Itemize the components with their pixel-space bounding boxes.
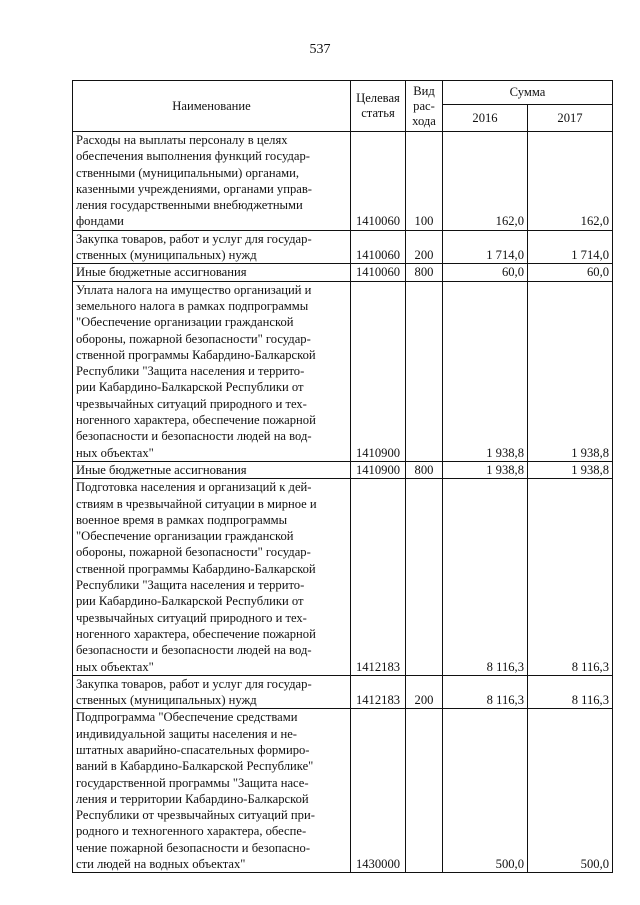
table-row [73,281,613,461]
row-article: 1410060 [351,132,406,231]
row-sum-2017: 1 938,8 [528,281,613,461]
header-article-line: Целевая [356,91,400,105]
row-name-line: безопасности и безопасности людей на вод- [76,643,312,658]
row-name-line: обороны, пожарной безопасности" государ- [76,545,311,560]
row-type: 100 [406,132,443,231]
header-article-line: статья [361,106,395,120]
header-sum: Сумма [443,81,613,105]
row-name-line: ственных (муниципальных) нужд [76,693,257,708]
table-row [73,230,613,264]
row-name-line: "Обеспечение организации гражданской [76,315,294,330]
table-row [73,479,613,676]
row-name-line: ления государственными внебюджетными [76,198,303,213]
row-article: 1410060 [351,264,406,281]
row-name-line: ственной программы Кабардино-Балкарской [76,561,316,576]
row-name-line: сти людей на водных объектах" [76,857,246,872]
row-sum-2017: 8 116,3 [528,675,613,709]
row-name-line: ствиям в чрезвычайной ситуации в мирное и [76,496,317,511]
page-number: 537 [309,42,331,57]
row-name-line: государственной программы "Защита насе- [76,775,309,790]
table-row [73,709,613,873]
row-name-line: родного и техногенного характера, обеспе- [76,824,307,839]
row-name-line: Уплата налога на имущество организаций и [76,282,312,297]
row-name-line: ногенного характера, обеспечение пожарной [76,626,316,641]
row-name-line: безопасности и безопасности людей на вод- [76,429,312,444]
row-name-line: ногенного характера, обеспечение пожарной [76,413,316,428]
table-body [73,132,613,873]
row-name-line: ственных (муниципальных) нужд [76,248,257,263]
header-type-line: рас- [413,98,435,113]
header-type [406,81,443,132]
row-article: 1412183 [351,479,406,676]
row-sum-2017: 60,0 [528,264,613,281]
row-sum-2016: 1 714,0 [443,230,528,264]
row-sum-2016: 500,0 [443,709,528,873]
row-name-line: ления и территории Кабардино-Балкарской [76,791,309,806]
row-name-line: штатных аварийно-спасательных формиро- [76,742,310,757]
row-name [73,281,351,461]
row-name-line: чение пожарной безопасности и безопасно- [76,840,311,855]
row-sum-2016: 8 116,3 [443,479,528,676]
row-type [406,709,443,873]
row-name-line: казенными учреждениями, органами управ- [76,181,312,196]
table-row [73,132,613,231]
header-year-2016: 2016 [443,105,528,132]
row-name-line: обеспечения выполнения функций государ- [76,149,310,164]
row-name [73,264,351,281]
row-name-line: "Обеспечение организации гражданской [76,529,294,544]
row-sum-2016: 60,0 [443,264,528,281]
row-name-line: обороны, пожарной безопасности" государ- [76,331,311,346]
row-name-line: земельного налога в рамках подпрограммы [76,298,309,313]
header-year-2017: 2017 [528,105,613,132]
row-sum-2016: 1 938,8 [443,281,528,461]
row-name [73,461,351,478]
row-sum-2016: 1 938,8 [443,461,528,478]
header-name: Наименование [73,81,351,132]
row-name-line: чрезвычайных ситуаций природного и тех- [76,396,307,411]
row-name-line: Подпрограмма "Обеспечение средствами [76,710,298,725]
row-type [406,479,443,676]
row-name [73,230,351,264]
row-name-line: Закупка товаров, работ и услуг для государ- [76,676,312,691]
row-name-line: ственной программы Кабардино-Балкарской [76,347,316,362]
row-article: 1410900 [351,461,406,478]
header-type-line: Вид [413,83,435,98]
row-name-line: рии Кабардино-Балкарской Республики от [76,380,304,395]
row-type [406,281,443,461]
row-sum-2017: 500,0 [528,709,613,873]
row-sum-2017: 1 714,0 [528,230,613,264]
row-type: 800 [406,264,443,281]
row-sum-2017: 1 938,8 [528,461,613,478]
table-row [73,675,613,709]
row-article: 1410900 [351,281,406,461]
row-name-line: чрезвычайных ситуаций природного и тех- [76,610,307,625]
row-name [73,132,351,231]
row-name-line: Подготовка населения и организаций к дей- [76,480,312,495]
header-type-line: хода [412,113,436,128]
header-article [351,81,406,132]
row-sum-2016: 162,0 [443,132,528,231]
row-type: 200 [406,230,443,264]
row-name-line: Расходы на выплаты персоналу в целях [76,133,288,147]
row-name [73,675,351,709]
row-name-line: индивидуальной защиты населения и не- [76,726,297,741]
row-name-line: Республики от чрезвычайных ситуаций при- [76,808,315,823]
row-name-line: рии Кабардино-Балкарской Республики от [76,594,304,609]
budget-table [72,80,613,873]
row-name [73,479,351,676]
row-sum-2017: 8 116,3 [528,479,613,676]
row-name-line: Республики "Защита населения и террито- [76,364,305,379]
row-name-line: Иные бюджетные ассигнования [76,265,247,280]
table-row [73,461,613,478]
row-name-line: ных объектах" [76,659,154,674]
row-name-line: фондами [76,214,124,229]
row-type: 800 [406,461,443,478]
row-name-line: ных объектах" [76,445,154,460]
row-type: 200 [406,675,443,709]
row-sum-2016: 8 116,3 [443,675,528,709]
row-article: 1430000 [351,709,406,873]
row-name [73,709,351,873]
row-sum-2017: 162,0 [528,132,613,231]
row-name-line: военное время в рамках подпрограммы [76,512,288,527]
row-name-line: Иные бюджетные ассигнования [76,462,247,477]
table-row [73,264,613,281]
row-name-line: Республики "Защита населения и террито- [76,578,305,593]
row-name-line: Закупка товаров, работ и услуг для государ- [76,231,312,246]
row-name-line: ваний в Кабардино-Балкарской Республике" [76,759,314,774]
row-name-line: ственными (муниципальными) органами, [76,165,300,180]
row-article: 1412183 [351,675,406,709]
row-article: 1410060 [351,230,406,264]
table-header [73,81,613,132]
